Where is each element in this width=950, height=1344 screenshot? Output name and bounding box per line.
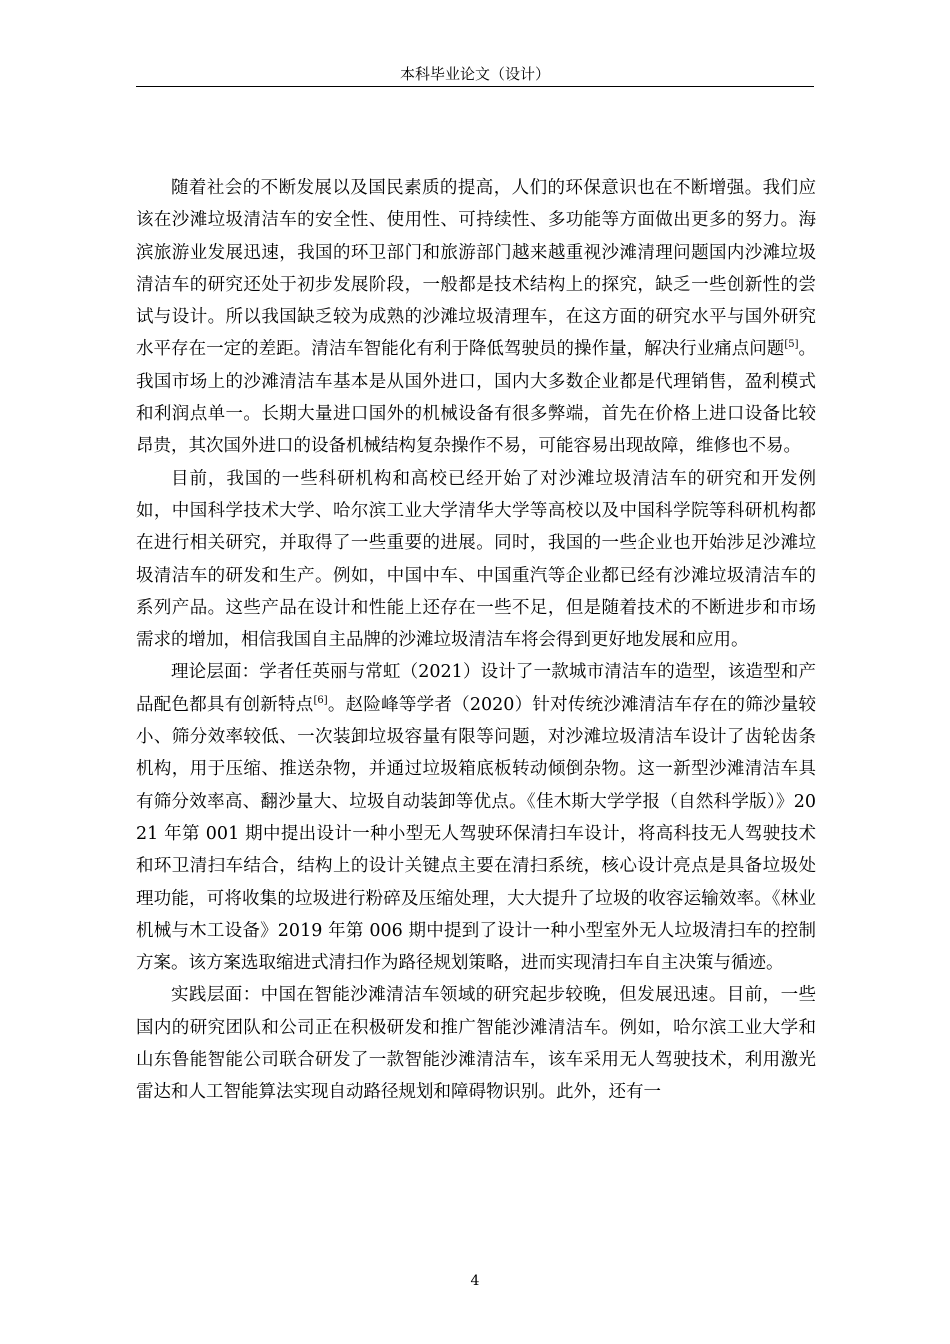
paragraph-theory-level	[136, 656, 816, 979]
citation-6[interactable]: [6]	[313, 694, 328, 706]
running-header: 本科毕业论文（设计）	[399, 65, 550, 83]
paragraph-text: 。我国市场上的沙滩清洁车基本是从国外进口，国内大多数企业都是代理销售，盈利模式和利润点单一。长期大量进口国外的机械设备有很多弊端，首先在价格上进口设备比较昂贵，其次国外进口的设备机械结构复杂操作不易，可能容易出现故障，维修也不易。	[136, 339, 817, 457]
page-number: 4	[470, 1273, 480, 1289]
paragraph-research-institutions: 目前，我国的一些科研机构和高校已经开始了对沙滩垃圾清洁车的研究和开发例如，中国科学技术大学、哈尔滨工业大学清华大学等高校以及中国科学院等科研机构都在进行相关研究，并取得了一些重要的进展。同时，我国的一些企业也开始涉足沙滩垃圾清洁车的研发和生产。例如，中国中车、中国重汽等企业都已经有沙滩垃圾清洁车的系列产品。这些产品在设计和性能上还存在一些不足，但是随着技术的不断进步和市场需求的增加，相信我国自主品牌的沙滩垃圾清洁车将会得到更好地发展和应用。	[136, 468, 816, 651]
paragraph-practice-level: 实践层面：中国在智能沙滩清洁车领域的研究起步较晚，但发展迅速。目前，一些国内的研究团队和公司正在积极研发和推广智能沙滩清洁车。例如，哈尔滨工业大学和山东鲁能智能公司联合研发了一款智能沙滩清洁车，该车采用无人驾驶技术，利用激光雷达和人工智能算法实现自动路径规划和障碍物识别。此外，还有一	[136, 985, 816, 1103]
paragraph-domestic-status	[136, 172, 816, 463]
citation-5[interactable]: [5]	[784, 339, 799, 351]
paragraph-text: 。赵险峰等学者（2020）针对传统沙滩清洁车存在的筛沙量较小、筛分效率较低、一次装卸垃圾容量有限等问题，对沙滩垃圾清洁车设计了齿轮齿条机构，用于压缩、推送杂物，并通过垃圾箱底板转动倾倒杂物。这一新型沙滩清洁车具有筛分效率高、翻沙量大、垃圾自动装卸等优点。《佳木斯大学学报（自然科学版）》2021 年第 001 期中提出设计一种小型无人驾驶环保清扫车设计，将高科技无人驾驶技术和环卫清扫车结合，结构上的设计关键点主要在清扫系统，核心设计亮点是具备垃圾处理功能，可将收集的垃圾进行粉碎及压缩处理，大大提升了垃圾的收容运输效率。《林业机械与木工设备》2019 年第 006 期中提到了设计一种小型室外无人垃圾清扫车的控制方案。该方案选取缩进式清扫作为路径规划策略，进而实现清扫车自主决策与循迹。	[136, 694, 817, 974]
header-rule	[136, 86, 814, 87]
body-text	[136, 172, 816, 1109]
paragraph-text: 理论层面：学者任英丽与常虹（2021）设计了一款城市清洁车的造型，该造型和产品配色都具有创新特点	[136, 662, 816, 715]
paragraph-text: 随着社会的不断发展以及国民素质的提高，人们的环保意识也在不断增强。我们应该在沙滩垃圾清洁车的安全性、使用性、可持续性、多功能等方面做出更多的努力。海滨旅游业发展迅速，我国的环卫部门和旅游部门越来越重视沙滩清理问题国内沙滩垃圾清洁车的研究还处于初步发展阶段，一般都是技术结构上的探究，缺乏一些创新性的尝试与设计。所以我国缺乏较为成熟的沙滩垃圾清理车，在这方面的研究水平与国外研究水平存在一定的差距。清洁车智能化有利于降低驾驶员的操作量，解决行业痛点问题	[136, 178, 816, 360]
